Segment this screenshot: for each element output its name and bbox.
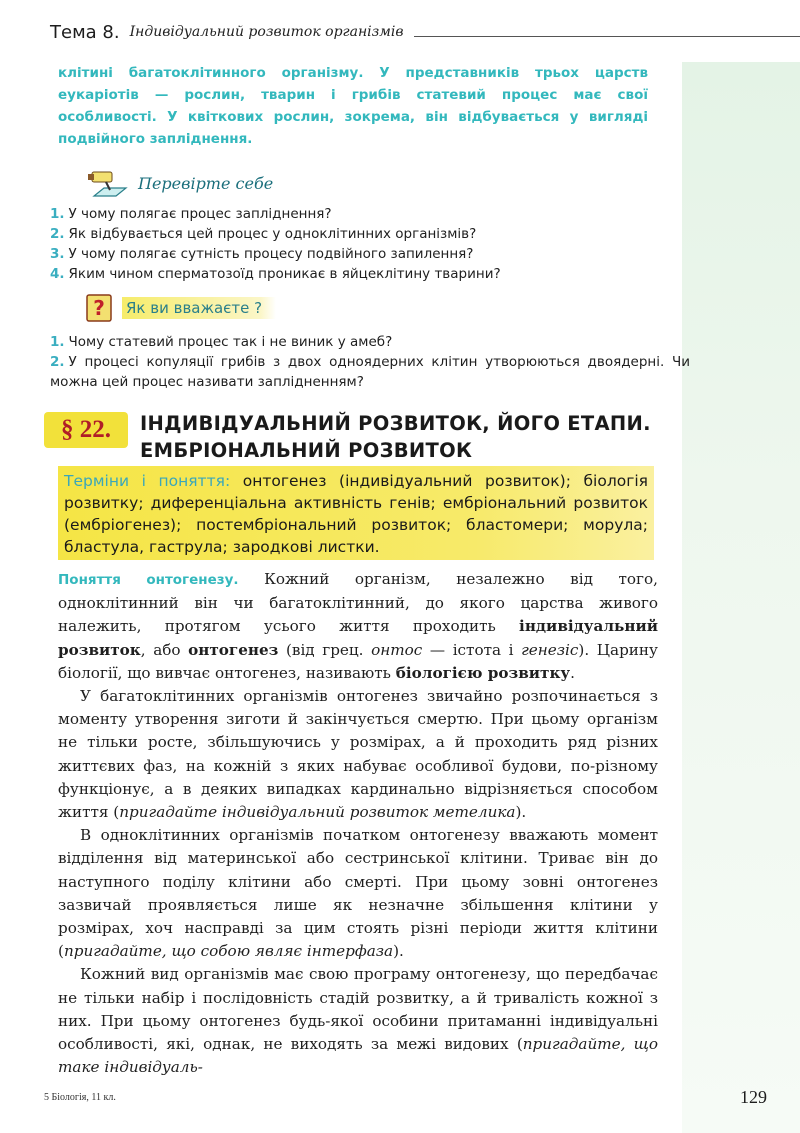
body-paragraph-2: У багатоклітинних організмів онтогенез звичайно розпочинається з моменту утворення зиготи й закінчується смертю. При цьому організм не тільки росте, збільшуючись у розмірах, а й проходить ряд різних життєвих фаз, на кожній з яких набуває особливої будови, по-різному функціонує, а в деяких випадках кардинально відрізняється способом життя (пригадайте індивідуальний розвиток метелика). bbox=[58, 687, 658, 822]
paragraph-title-line2: ЕМБРІОНАЛЬНИЙ РОЗВИТОК bbox=[140, 439, 473, 462]
check-questions-list bbox=[50, 204, 690, 284]
terms-text: онтогенез (індивідуальний розвиток); біологія розвитку; диференціальна активність генів; ембріональний розвиток (ембріогенез); постембріональний розвиток; бластомери; морула; бластула, гаструла; зародкові листки. bbox=[64, 472, 649, 556]
paragraph-title-line1: ІНДИВІДУАЛЬНИЙ РОЗВИТОК, ЙОГО ЕТАПИ. bbox=[140, 412, 651, 435]
section-title: Поняття онтогенезу. bbox=[58, 572, 239, 588]
pencil-notebook-icon bbox=[86, 168, 130, 198]
header-rule bbox=[414, 36, 800, 37]
list-item: 2. Як відбувається цей процес у одноклітинних організмів? bbox=[50, 226, 477, 242]
what-do-you-think-label: Як ви вважаєте ? bbox=[122, 297, 276, 319]
terms-box bbox=[58, 466, 654, 560]
main-body-text bbox=[58, 568, 658, 1079]
list-item: 2. У процесі копуляції грибів з двох одноядерних клітин утворюються двоядерні. Чи можна цей процес називати заплідненням? bbox=[50, 354, 690, 390]
footer-book-label: 5 Біологія, 11 кл. bbox=[44, 1092, 116, 1103]
what-do-you-think-heading bbox=[86, 294, 276, 322]
body-paragraph-4: Кожний вид організмів має свою програму онтогенезу, що передбачає не тільки набір і послідовність стадій розвитку, а й тривалість кожної з них. При цьому онтогенез будь-якої особини притаманні індивідуальні особливості, які, однак, не виходять за межі видових (пригадайте, що таке індивідуаль- bbox=[58, 965, 658, 1077]
chapter-label: Тема 8. bbox=[50, 21, 120, 43]
list-item: 3. У чому полягає сутність процесу подвійного запилення? bbox=[50, 246, 474, 262]
body-paragraph-1: Поняття онтогенезу. Кожний організм, незалежно від того, одноклітинний він чи багатоклітинний, до якого царства живого належить, протягом усього життя проходить індивідуальний розвиток, або онтогенез (від грец. онтос — істота і генезіс). Царину біології, що вивчає онтогенез, називають біологією розвитку. bbox=[58, 570, 658, 682]
check-yourself-heading bbox=[86, 168, 273, 198]
list-item: 4. Яким чином сперматозоїд проникає в яйцеклітину тварини? bbox=[50, 266, 501, 282]
paragraph-title bbox=[140, 410, 660, 464]
side-decor-strip bbox=[682, 62, 800, 1133]
list-item: 1. У чому полягає процес запліднення? bbox=[50, 206, 332, 222]
think-questions-list bbox=[50, 332, 690, 392]
terms-label: Терміни і поняття: bbox=[64, 472, 231, 490]
body-paragraph-3: В одноклітинних організмів початком онтогенезу вважають момент відділення від материнської або сестринської клітини. Триває він до наступного поділу клітини або смерті. При цьому зовні онтогенез зазвичай проявляється лише як незначне збільшення клітини у розмірах, хоч насправді за цим стоять різні періоди життя клітини (пригадайте, що собою являє інтерфаза). bbox=[58, 826, 658, 961]
question-mark-icon bbox=[86, 294, 112, 322]
chapter-topic: Індивідуальний розвиток організмів bbox=[129, 24, 404, 40]
page-number: 129 bbox=[740, 1087, 767, 1107]
check-yourself-label: Перевірте себе bbox=[138, 173, 274, 193]
list-item: 1. Чому статевий процес так і не виник у амеб? bbox=[50, 334, 393, 350]
intro-paragraph bbox=[58, 62, 648, 150]
paragraph-number-badge bbox=[44, 412, 128, 448]
paragraph-number: § 22. bbox=[61, 416, 111, 443]
page-header bbox=[50, 18, 800, 46]
intro-text: клітині багатоклітинного організму. У представників трьох царств еукаріотів — рослин, тварин і грибів статевий процес має свої особливості. У квіткових рослин, зокрема, він відбувається у вигляді подвійного запліднення. bbox=[58, 65, 648, 147]
svg-text:?: ? bbox=[93, 296, 105, 320]
